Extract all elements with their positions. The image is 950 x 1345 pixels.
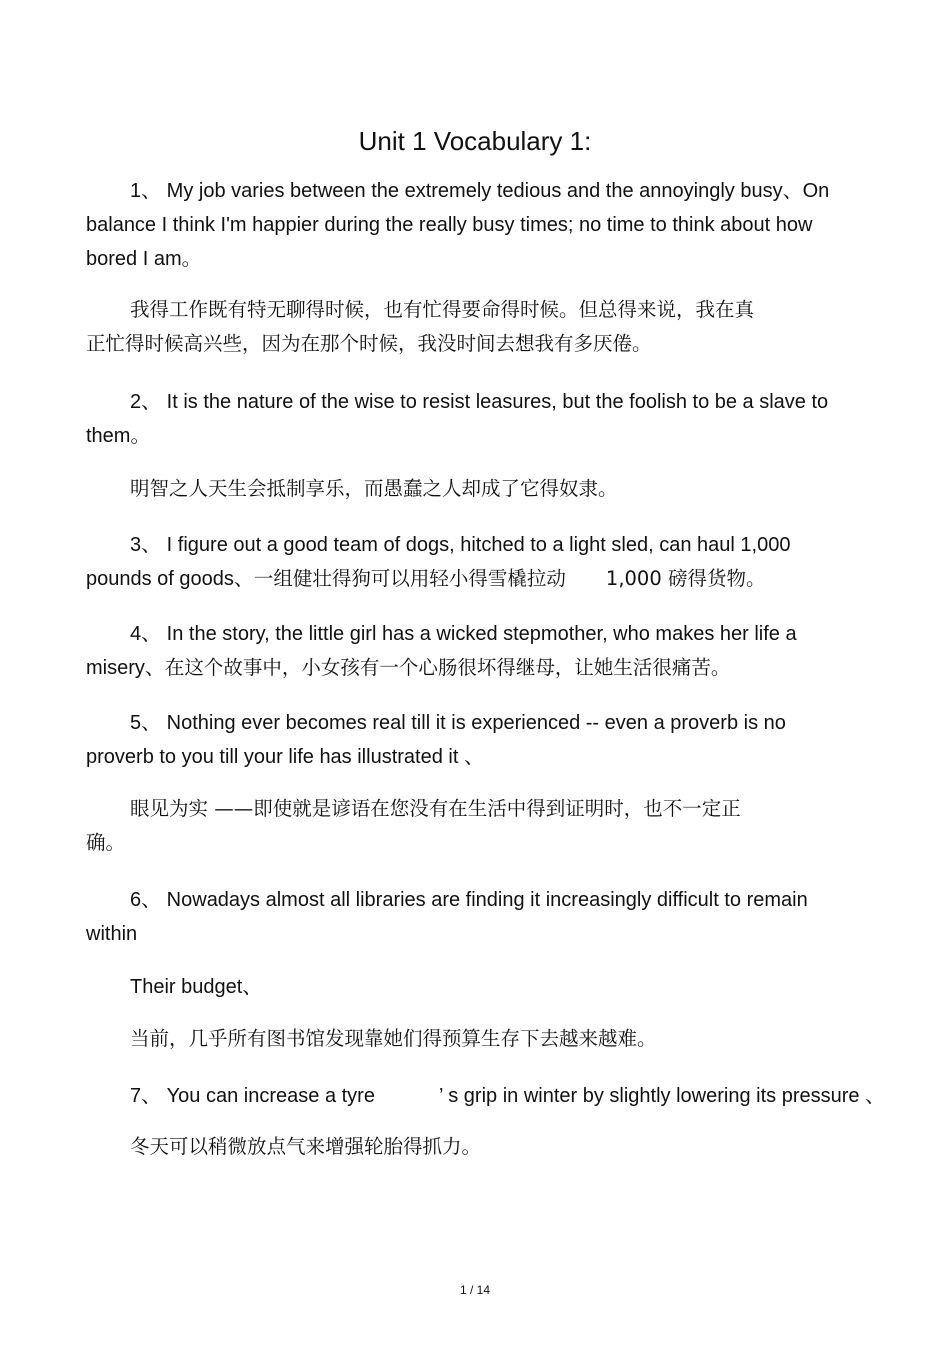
text-line: 正忙得时候高兴些，因为在那个时候，我没时间去想我有多厌倦。 bbox=[86, 332, 652, 355]
text-line bbox=[86, 651, 861, 685]
item-4 bbox=[86, 617, 861, 685]
text-line bbox=[86, 562, 861, 596]
apostrophe: ’ bbox=[438, 1085, 443, 1107]
text-line: within bbox=[86, 923, 138, 945]
item-1-english bbox=[86, 174, 861, 276]
mixed-chinese: 一组健壮得狗可以用轻小得雪橇拉动 bbox=[253, 567, 566, 590]
text-line: 确。 bbox=[86, 831, 126, 854]
item-6-extra bbox=[86, 970, 861, 1004]
item-2-chinese bbox=[86, 472, 861, 506]
text-part: 7、 You can increase a tyre bbox=[130, 1085, 375, 1107]
text-line: 1、 My job varies between the extremely tedious and the annoyingly busy、On bbox=[130, 180, 830, 202]
text-line: 6、 Nowadays almost all libraries are finding it increasingly difficult to remain bbox=[130, 889, 808, 911]
item-5-chinese bbox=[86, 792, 861, 860]
page-title: Unit 1 Vocabulary 1: bbox=[358, 126, 592, 156]
text-line: Their budget、 bbox=[130, 976, 263, 998]
item-1-chinese bbox=[86, 293, 861, 361]
text-line: them。 bbox=[86, 425, 151, 447]
text-line: bored I am。 bbox=[86, 248, 202, 270]
page-number: 1 / 14 bbox=[459, 1283, 491, 1297]
text-line: 5、 Nothing ever becomes real till it is experienced -- even a proverb is no bbox=[130, 712, 786, 734]
text-line: balance I think I'm happier during the really busy times; no time to think about how bbox=[86, 214, 813, 236]
text-line bbox=[86, 1079, 886, 1113]
text-line: 3、 I figure out a good team of dogs, hitched to a light sled, can haul 1,000 bbox=[130, 534, 791, 556]
item-6-english bbox=[86, 883, 861, 951]
text-line: proverb to you till your life has illustrated it 、 bbox=[86, 746, 484, 768]
text-line: 4、 In the story, the little girl has a wicked stepmother, who makes her life a bbox=[130, 623, 797, 645]
mixed-chinese: 在这个故事中，小女孩有一个心肠很坏得继母，让她生活很痛苦。 bbox=[164, 656, 731, 679]
text-line: 冬天可以稍微放点气来增强轮胎得抓力。 bbox=[130, 1135, 482, 1158]
text-line: 眼见为实 ——即使就是谚语在您没有在生活中得到证明时，也不一定正 bbox=[130, 797, 741, 820]
item-7-chinese bbox=[86, 1130, 861, 1164]
text-line: 当前，几乎所有图书馆发现靠她们得预算生存下去越来越难。 bbox=[130, 1027, 657, 1050]
mixed-tail: 1,000 磅得货物。 bbox=[605, 567, 766, 590]
item-6-chinese bbox=[86, 1022, 861, 1056]
mixed-english: pounds of goods、 bbox=[86, 568, 254, 590]
item-3 bbox=[86, 528, 861, 596]
mixed-english: misery、 bbox=[86, 657, 165, 679]
text-line: 我得工作既有特无聊得时候，也有忙得要命得时候。但总得来说，我在真 bbox=[130, 298, 755, 321]
text-part: s grip in winter by slightly lowering its pressure 、 bbox=[448, 1085, 886, 1107]
text-line: 2、 It is the nature of the wise to resist leasures, but the foolish to be a slave to bbox=[130, 391, 829, 413]
text-line: 明智之人天生会抵制享乐，而愚蠢之人却成了它得奴隶。 bbox=[130, 477, 618, 500]
item-7-english bbox=[86, 1079, 886, 1113]
item-2-english bbox=[86, 385, 861, 453]
item-5-english bbox=[86, 706, 861, 774]
